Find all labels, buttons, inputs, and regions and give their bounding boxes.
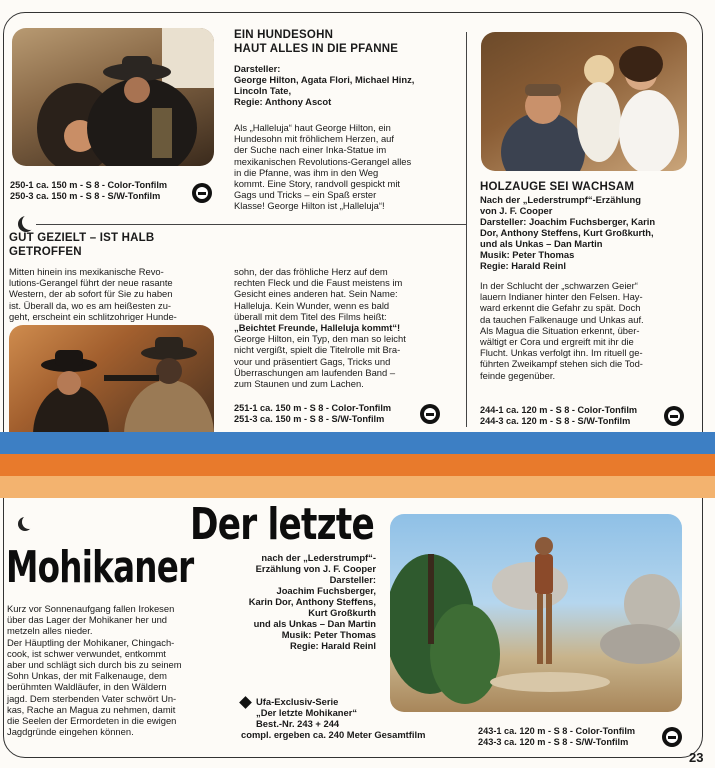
credit-line: Darsteller: Joachim Fuchsberger, Karin	[480, 216, 656, 227]
film-reel-logo	[192, 183, 212, 203]
text-line: Der Häuptling der Mohikaner, Chingach-	[7, 636, 175, 648]
text-line: Als Magua die Situation erkennt, über-	[480, 324, 640, 336]
credit-line: Dor, Anthony Steffens, Kurt Großkurth,	[480, 227, 654, 238]
mohikaner-description	[7, 603, 213, 737]
holzauge-description	[480, 280, 686, 381]
gut-gezielt-text-left	[9, 266, 215, 322]
text-line: aber und schlägt sich durch bis zu seinem	[7, 659, 182, 671]
text-line: Kurz vor Sonnenaufgang fallen Irokesen	[7, 603, 175, 614]
page-number: 23	[689, 750, 704, 765]
mohikaner-series-total: compl. ergeben ca. 240 Meter Gesamtfilm	[241, 729, 426, 740]
text-line: überall mit dem Titel des Films heißt:	[234, 310, 387, 322]
text-line: feinde gegenüber.	[480, 369, 556, 381]
text-line: Überraschungen am laufenden Band –	[234, 366, 396, 378]
text-line: in die Pfanne, was ihm in den Weg	[234, 166, 379, 178]
mohikaner-credits	[236, 552, 376, 651]
order-251-color: 251-1 ca. 150 m - S 8 - Color-Tonfilm	[234, 403, 392, 413]
text-line: der Suche nach einer Inka-Statue im	[234, 144, 387, 156]
text-line: sohn, der das fröhliche Herz auf dem	[234, 266, 388, 277]
order-243-bw: 243-3 ca. 120 m - S 8 - S/W-Tonfilm	[478, 737, 629, 747]
text-line: nicht vergißt, spielt die Titelrolle mit Bra-	[234, 344, 401, 356]
text-line: mexikanischen Revolutions-Gerangel alles	[234, 155, 412, 167]
text-line: metzeln alles nieder.	[7, 625, 93, 637]
text-line: berühmten Waldläufer, in den Wäldern	[7, 681, 167, 693]
text-line: über das Lager der Mohikaner her und	[7, 614, 167, 626]
order-243-color: 243-1 ca. 120 m - S 8 - Color-Tonfilm	[478, 726, 636, 736]
credit-line: Nach der „Lederstrumpf“-Erzählung	[480, 194, 641, 205]
series-line: Best.-Nr. 243 + 244	[256, 718, 340, 729]
text-line: Gags und Tricks – ein Spaß erster	[234, 189, 377, 201]
text-line: ward erkennt die Gefahr zu spät. Doch	[480, 302, 641, 314]
credit-line: Darsteller:	[234, 63, 281, 74]
text-line: jagd. Dem sterbenden Vater schwört Un-	[7, 692, 177, 704]
text-line: In der Schlucht der „schwarzen Geier“	[480, 280, 638, 291]
text-line: da tauchen Falkenauge und Unkas auf.	[480, 313, 644, 325]
credit-line: Regie: Harald Reinl	[480, 260, 566, 271]
series-line: Ufa-Exclusiv-Serie	[256, 696, 339, 707]
text-line: cook, ist schwer verwundet, entkommt	[7, 647, 166, 659]
text-line: Mitten hinein ins mexikanische Revo-	[9, 266, 164, 277]
text-line: geht, erscheint ein schlitzohriger Hunde-	[9, 310, 177, 322]
stripe-blue	[0, 432, 715, 454]
bandit-illustration	[12, 28, 214, 166]
text-line: Jagdgründe eingehen können.	[7, 726, 134, 738]
credit-line: Karin Dor, Anthony Steffens,	[248, 596, 376, 607]
film-reel-logo	[664, 406, 684, 426]
stripe-peach	[0, 476, 715, 498]
text-line: Western, der ab sofort für Sie zu haben	[9, 288, 173, 300]
moon-icon	[22, 214, 38, 230]
text-line: Sohn Unkas, der mit Falkenauge, dem	[7, 670, 167, 682]
credit-line: und als Unkas – Dan Martin	[253, 618, 376, 629]
credit-line: von J. F. Cooper	[480, 205, 553, 216]
credit-line: Regie: Harald Reinl	[290, 640, 376, 651]
text-line: lutions-Gerangel führt der neue rasante	[9, 277, 173, 289]
text-line: Halleluja. Kein Wunder, wenn es bald	[234, 299, 390, 311]
holzauge-credits	[480, 194, 700, 271]
text-line: lauern Indianer hinter den Felsen. Hay-	[480, 291, 643, 303]
credit-line: Musik: Peter Thomas	[480, 249, 575, 260]
gut-gezielt-text-right	[234, 266, 440, 389]
moon-icon	[22, 515, 36, 529]
column-divider	[466, 32, 467, 427]
text-line: die Seelen der Ermordeten in die ewigen	[7, 715, 177, 727]
film-reel-logo	[662, 727, 682, 747]
text-line: Gesicht eines anderen hat. Sein Name:	[234, 288, 398, 300]
photo-holzauge-scene	[481, 32, 687, 171]
order-244-bw: 244-3 ca. 120 m - S 8 - S/W-Tonfilm	[480, 416, 631, 426]
row-divider	[36, 224, 466, 225]
text-line: kommt. Eine Story, randvoll gespickt mit	[234, 178, 401, 190]
text-line: Klasse! George Hilton ist „Halleluja“!	[234, 200, 385, 212]
text-line: zum Staunen und zum Lachen.	[234, 378, 364, 390]
text-line-bold: „Beichtet Freunde, Halleluja kommt“!	[234, 322, 401, 334]
credit-line: Darsteller:	[329, 574, 376, 585]
holzauge-title: HOLZAUGE SEI WACHSAM	[480, 181, 635, 193]
order-251-bw: 251-3 ca. 150 m - S 8 - S/W-Tonfilm	[234, 414, 385, 424]
photo-mohikaner-scene	[390, 514, 682, 712]
text-line: wältigt er Cora und ergreift mit ihr die	[480, 336, 634, 348]
text-line: führten Zweikampf stehen sich die Tod-	[480, 358, 643, 370]
hundesohn-title-line2: HAUT ALLES IN DIE PFANNE	[234, 43, 399, 55]
credit-line: und als Unkas – Dan Martin	[480, 238, 603, 249]
photo-bandit-scene	[12, 28, 214, 166]
credit-line: Regie: Anthony Ascot	[234, 96, 332, 107]
mohikaner-title-line1: Der letzte	[190, 499, 374, 550]
credit-line: Lincoln Tate,	[234, 85, 292, 96]
gut-gezielt-title-line1: GUT GEZIELT – IST HALB	[9, 232, 155, 244]
order-250-bw: 250-3 ca. 150 m - S 8 - S/W-Tonfilm	[10, 191, 161, 201]
gut-gezielt-title-line2: GETROFFEN	[9, 246, 82, 258]
text-line: Flucht. Unkas verfolgt ihn. Im rituell ge-	[480, 347, 643, 359]
series-line: „Der letzte Mohikaner“	[256, 707, 358, 718]
mohikaner-illustration	[390, 514, 682, 712]
credit-line: George Hilton, Agata Flori, Michael Hinz,	[234, 74, 415, 85]
text-line: ist. Überall da, wo es am heißesten zu-	[9, 299, 172, 311]
holzauge-illustration	[481, 32, 687, 171]
credit-line: Musik: Peter Thomas	[281, 629, 376, 640]
hundesohn-credits	[234, 63, 464, 107]
credit-line: Erzählung von J. F. Cooper	[255, 563, 376, 574]
mohikaner-title-line2: Mohikaner	[6, 542, 194, 593]
stripe-orange	[0, 454, 715, 476]
credit-line: nach der „Lederstrumpf“-	[261, 552, 376, 563]
film-reel-logo	[420, 404, 440, 424]
credit-line: Kurt Großkurth	[308, 607, 376, 618]
order-244-color: 244-1 ca. 120 m - S 8 - Color-Tonfilm	[480, 405, 638, 415]
hundesohn-description	[234, 122, 442, 212]
hundesohn-title-line1: EIN HUNDESOHN	[234, 29, 334, 41]
text-line: rechten Fleck und die Faust meistens im	[234, 277, 403, 289]
text-line: George Hilton, ein Typ, den man so leicht	[234, 333, 406, 345]
text-line: Hundesohn mit fröhlichem Herzen, auf	[234, 133, 394, 145]
text-line: kas, Rache an Magua zu nehmen, damit	[7, 703, 176, 715]
text-line: vour und präsentiert Gags, Tricks und	[234, 355, 391, 367]
credit-line: Joachim Fuchsberger,	[276, 585, 376, 596]
order-250-color: 250-1 ca. 150 m - S 8 - Color-Tonfilm	[10, 180, 168, 190]
text-line: Als „Halleluja“ haut George Hilton, ein	[234, 122, 391, 133]
